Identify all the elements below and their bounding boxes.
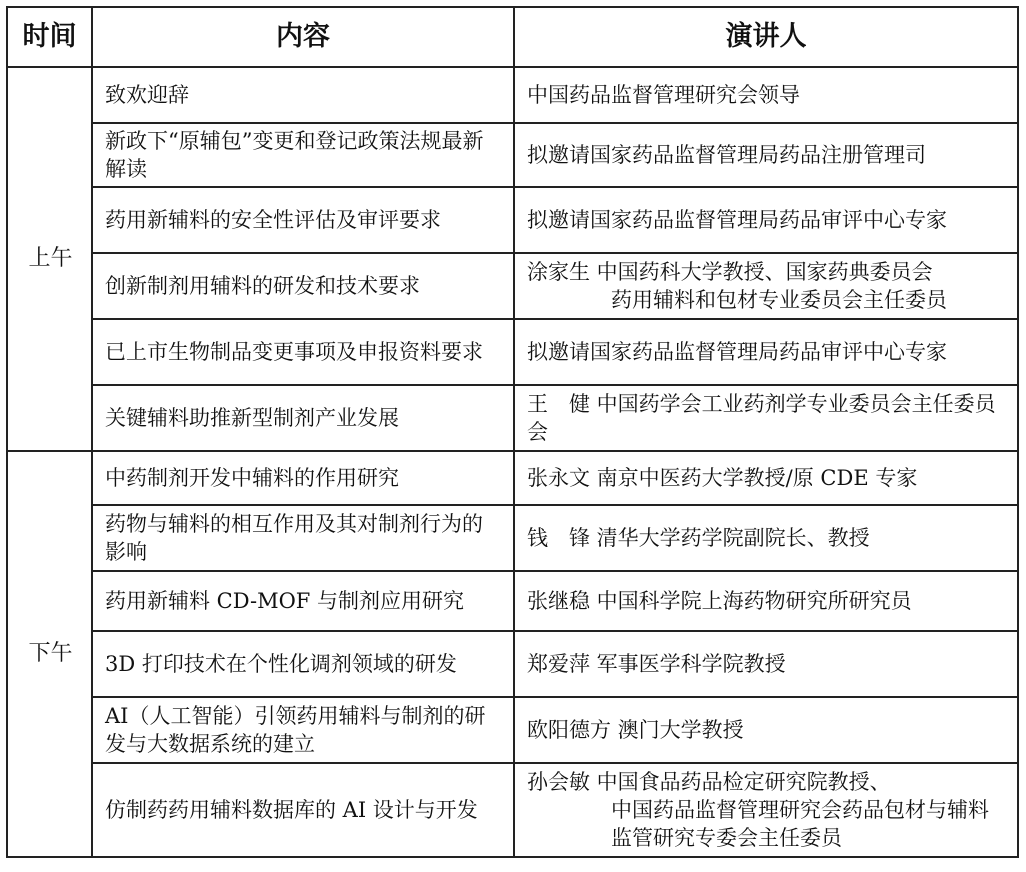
topic-cell: 药用新辅料的安全性评估及审评要求	[92, 187, 514, 253]
agenda-table	[6, 6, 1019, 858]
speaker-cell	[514, 571, 1018, 631]
speaker-cell	[514, 123, 1018, 187]
speaker-line: 涂家生 中国药科大学教授、国家药典委员会	[527, 260, 933, 284]
speaker-line: 欧阳德方 澳门大学教授	[527, 718, 744, 742]
topic-cell: 已上市生物制品变更事项及申报资料要求	[92, 319, 514, 385]
topic-cell: AI（人工智能）引领药用辅料与制剂的研发与大数据系统的建立	[92, 697, 514, 763]
topic-cell: 仿制药药用辅料数据库的 AI 设计与开发	[92, 763, 514, 857]
speaker-line: 郑爱萍 军事医学科学院教授	[527, 652, 786, 676]
speaker-line: 张继稳 中国科学院上海药物研究所研究员	[527, 589, 912, 613]
speaker-title-line: 药用辅料和包材专业委员会主任委员	[611, 288, 947, 312]
speaker-cell	[514, 253, 1018, 319]
table-row	[7, 505, 1018, 571]
speaker-cell	[514, 763, 1018, 857]
speaker-cell	[514, 187, 1018, 253]
speaker-line: 拟邀请国家药品监督管理局药品审评中心专家	[527, 208, 947, 232]
topic-cell: 中药制剂开发中辅料的作用研究	[92, 451, 514, 505]
speaker-line: 钱 锋 清华大学药学院副院长、教授	[527, 526, 870, 550]
topic-cell: 致欢迎辞	[92, 67, 514, 123]
speaker-cell	[514, 319, 1018, 385]
speaker-line: 王 健 中国药学会工业药剂学专业委员会主任委员会	[527, 392, 996, 444]
header-time: 时间	[7, 7, 92, 67]
table-row	[7, 763, 1018, 857]
speaker-cell	[514, 631, 1018, 697]
speaker-cell	[514, 451, 1018, 505]
table-row	[7, 631, 1018, 697]
table-row	[7, 571, 1018, 631]
speaker-line: 张永文 南京中医药大学教授/原 CDE 专家	[527, 466, 918, 490]
speaker-cell	[514, 385, 1018, 451]
table-row	[7, 697, 1018, 763]
table-row	[7, 123, 1018, 187]
header-speaker: 演讲人	[514, 7, 1018, 67]
speaker-title-line: 中国药品监督管理研究会药品包材与辅料监管研究专委会主任委员	[611, 798, 989, 850]
period-afternoon: 下午	[7, 451, 92, 857]
speaker-cell	[514, 67, 1018, 123]
table-row	[7, 67, 1018, 123]
topic-cell: 关键辅料助推新型制剂产业发展	[92, 385, 514, 451]
table-row	[7, 385, 1018, 451]
speaker-line: 孙会敏 中国食品药品检定研究院教授、	[527, 770, 891, 794]
speaker-line: 拟邀请国家药品监督管理局药品审评中心专家	[527, 340, 947, 364]
topic-cell: 新政下“原辅包”变更和登记政策法规最新解读	[92, 123, 514, 187]
table-row	[7, 319, 1018, 385]
table-row	[7, 253, 1018, 319]
header-content: 内容	[92, 7, 514, 67]
table-row	[7, 187, 1018, 253]
speaker-cell	[514, 505, 1018, 571]
topic-cell: 药用新辅料 CD-MOF 与制剂应用研究	[92, 571, 514, 631]
topic-cell: 创新制剂用辅料的研发和技术要求	[92, 253, 514, 319]
speaker-line: 中国药品监督管理研究会领导	[527, 83, 800, 107]
speaker-cell	[514, 697, 1018, 763]
table-row	[7, 451, 1018, 505]
topic-cell: 3D 打印技术在个性化调剂领域的研发	[92, 631, 514, 697]
period-morning: 上午	[7, 67, 92, 451]
topic-cell: 药物与辅料的相互作用及其对制剂行为的影响	[92, 505, 514, 571]
speaker-line: 拟邀请国家药品监督管理局药品注册管理司	[527, 143, 926, 167]
header-row	[7, 7, 1018, 67]
